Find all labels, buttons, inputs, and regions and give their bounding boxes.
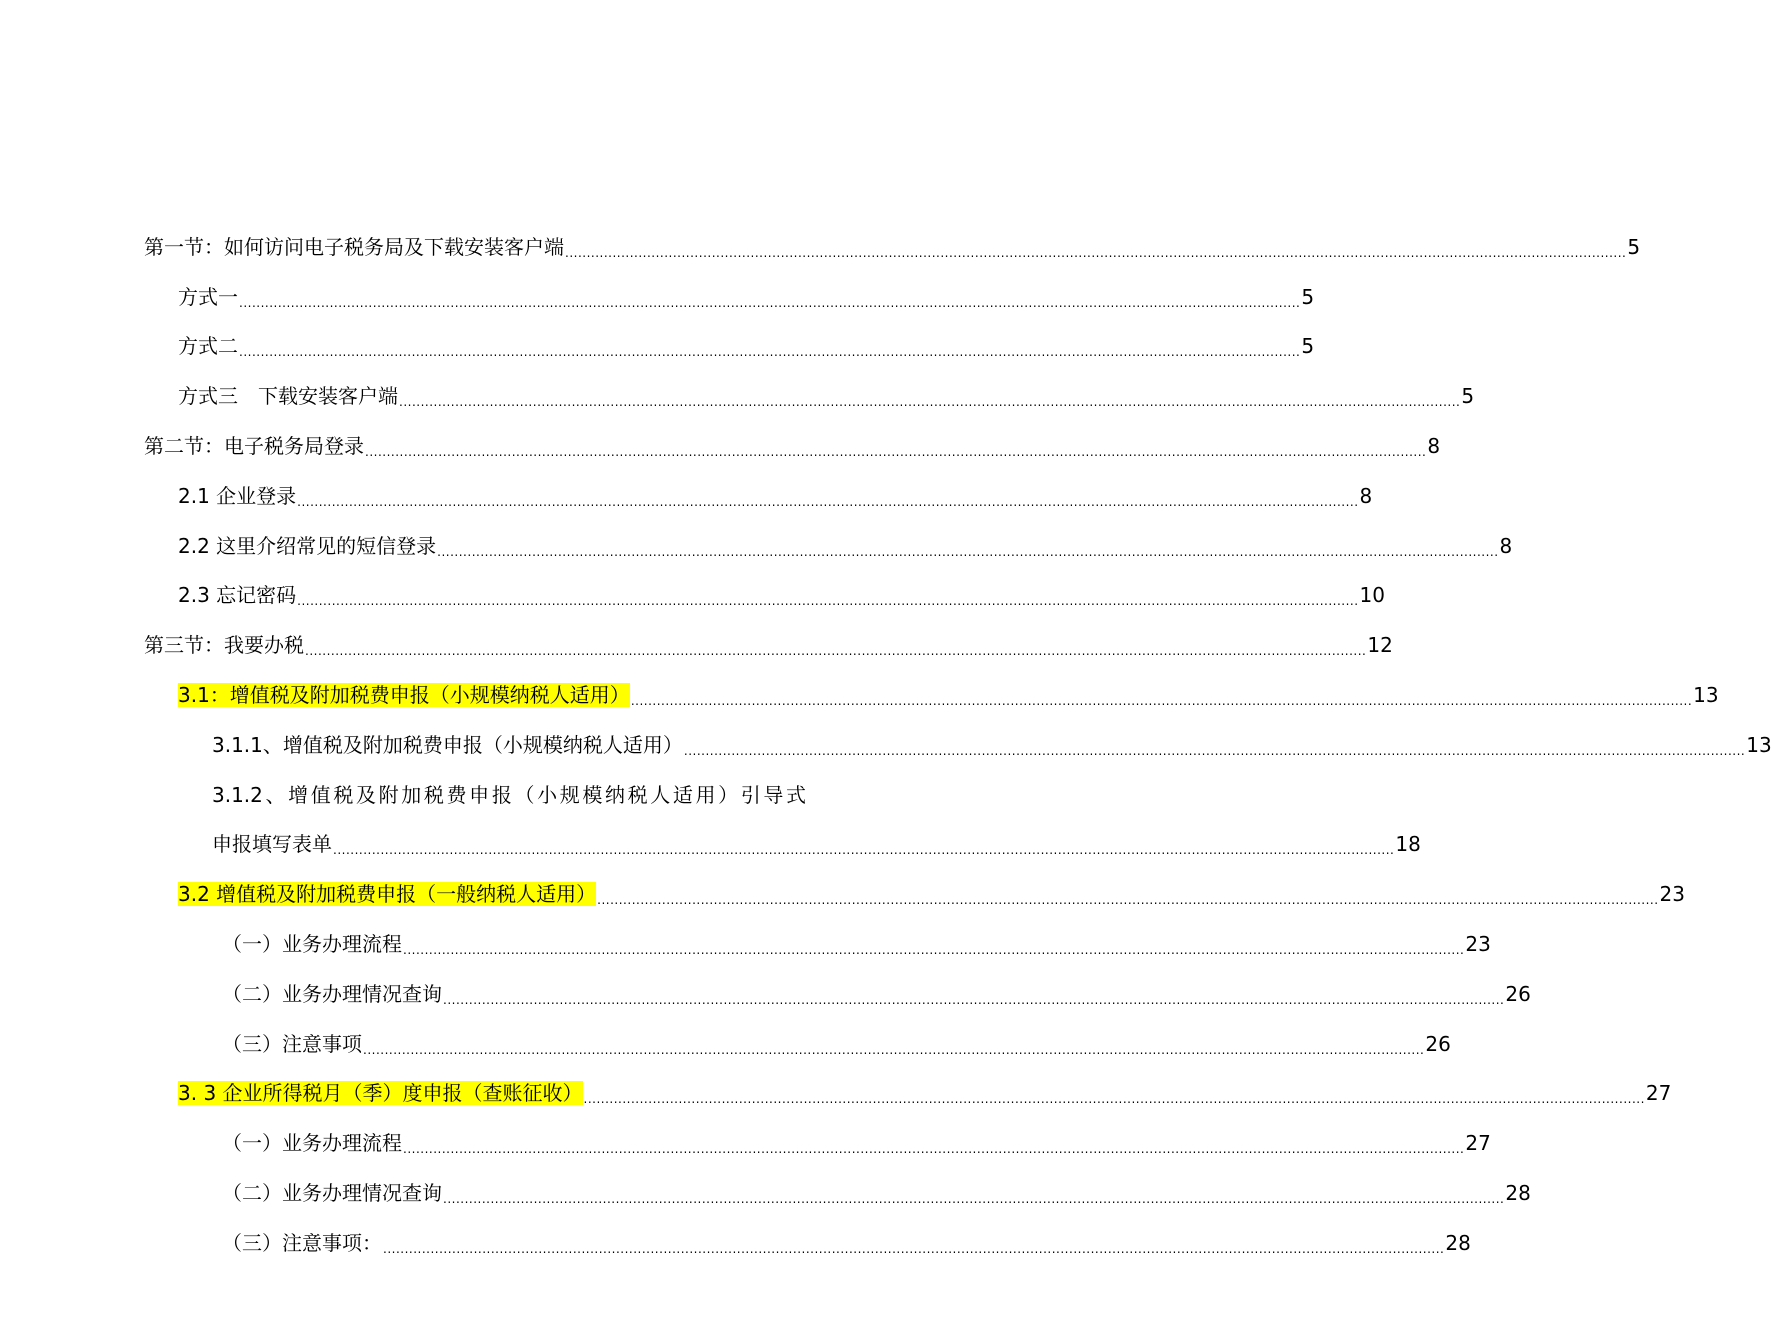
toc-entry-3-3[interactable] — [0, 1069, 1672, 1119]
toc-leader-dots: ...................................................................................................................................................................................................................................................... — [297, 494, 1359, 509]
toc-leader-dots: ...................................................................................................................................................................................................................................................... — [583, 1092, 1645, 1107]
toc-page-number: 12 — [1367, 633, 1393, 658]
toc-page-number: 13 — [1746, 732, 1772, 757]
toc-leader-dots: ...................................................................................................................................................................................................................................................... — [383, 1241, 1445, 1256]
toc-entry-title: （一）业务办理流程 — [222, 932, 402, 957]
toc-page-number: 5 — [1301, 284, 1315, 309]
toc-leader-dots: ...................................................................................................................................................................................................................................................... — [630, 694, 1693, 709]
toc-entry-title: 2.1 企业登录 — [178, 483, 297, 508]
toc-entry-3-1[interactable] — [0, 670, 1719, 720]
toc-entry-3-1-2[interactable] — [0, 770, 950, 820]
toc-entry-section-2[interactable] — [0, 421, 1441, 471]
toc-page-number: 5 — [1627, 234, 1641, 259]
toc-leader-dots: ...................................................................................................................................................................................................................................................... — [333, 843, 1395, 858]
toc-page-number: 28 — [1505, 1181, 1531, 1206]
toc-leader-dots: ...................................................................................................................................................................................................................................................... — [297, 594, 1359, 609]
toc-leader-dots: ...................................................................................................................................................................................................................................................... — [683, 743, 1746, 758]
toc-leader-dots: ...................................................................................................................................................................................................................................................... — [597, 893, 1659, 908]
toc-leader-dots: ...................................................................................................................................................................................................................................................... — [365, 445, 1427, 460]
toc-leader-dots: ...................................................................................................................................................................................................................................................... — [403, 1142, 1465, 1157]
toc-entry-3-3-c[interactable] — [0, 1218, 1471, 1268]
toc-leader-dots: ...................................................................................................................................................................................................................................................... — [403, 943, 1465, 958]
toc-page-number: 18 — [1395, 832, 1421, 857]
toc-entry-3-2[interactable] — [0, 869, 1685, 919]
toc-page-number: 5 — [1461, 384, 1475, 409]
toc-page-number: 8 — [1359, 483, 1373, 508]
toc-entry-title: 第三节：我要办税 — [144, 633, 304, 658]
toc-leader-dots: ...................................................................................................................................................................................................................................................... — [239, 345, 1301, 360]
toc-page-number: 13 — [1693, 683, 1719, 708]
toc-entry-title: 方式三 下载安装客户端 — [178, 384, 398, 409]
toc-entry-3-1-2-continued[interactable] — [0, 820, 1421, 870]
toc-entry-3-1-1[interactable] — [0, 720, 1772, 770]
toc-entry-title: （三）注意事项： — [222, 1230, 382, 1255]
toc-entry-2-1[interactable] — [0, 471, 1373, 521]
toc-entry-title: 第一节：如何访问电子税务局及下载安装客户端 — [144, 234, 564, 259]
toc-page-number: 23 — [1659, 882, 1685, 907]
toc-entry-title: 方式二 — [178, 334, 238, 359]
toc-entry-title: 3.1.2、增值税及附加税费申报（小规模纳税人适用）引导式 — [212, 782, 806, 807]
toc-entry-title: （一）业务办理流程 — [222, 1131, 402, 1156]
toc-page-number: 26 — [1425, 1031, 1451, 1056]
toc-entry-title: （二）业务办理情况查询 — [222, 1181, 442, 1206]
toc-leader-dots: ...................................................................................................................................................................................................................................................... — [363, 1042, 1425, 1057]
toc-leader-dots: ...................................................................................................................................................................................................................................................... — [437, 544, 1499, 559]
table-of-contents — [0, 222, 1772, 1268]
toc-entry-2-2[interactable] — [0, 521, 1513, 571]
toc-entry-method-2[interactable] — [0, 322, 1315, 372]
toc-entry-title: （三）注意事项 — [222, 1031, 362, 1056]
toc-leader-dots: ...................................................................................................................................................................................................................................................... — [399, 395, 1461, 410]
toc-page-number: 23 — [1465, 932, 1491, 957]
toc-page-number: 27 — [1465, 1131, 1491, 1156]
toc-page-number: 27 — [1645, 1081, 1672, 1106]
toc-entry-title: 2.2 这里介绍常见的短信登录 — [178, 533, 437, 558]
toc-entry-title: 申报填写表单 — [212, 832, 332, 857]
toc-entry-title: 方式一 — [178, 284, 238, 309]
toc-leader-dots: ...................................................................................................................................................................................................................................................... — [565, 245, 1627, 260]
toc-leader-dots: ...................................................................................................................................................................................................................................................... — [443, 1192, 1505, 1207]
toc-entry-section-3[interactable] — [0, 620, 1393, 670]
toc-entry-title: 2.3 忘记密码 — [178, 583, 297, 608]
toc-entry-3-2-a[interactable] — [0, 919, 1491, 969]
toc-page-number: 8 — [1499, 533, 1513, 558]
toc-entry-2-3[interactable] — [0, 571, 1385, 621]
toc-page-number: 10 — [1359, 583, 1385, 608]
toc-entry-title: （二）业务办理情况查询 — [222, 981, 442, 1006]
toc-entry-3-3-a[interactable] — [0, 1118, 1491, 1168]
toc-entry-method-1[interactable] — [0, 272, 1315, 322]
toc-leader-dots: ...................................................................................................................................................................................................................................................... — [239, 295, 1301, 310]
toc-page-number: 8 — [1427, 434, 1441, 459]
toc-leader-dots: ...................................................................................................................................................................................................................................................... — [443, 992, 1505, 1007]
toc-entry-title: 第二节：电子税务局登录 — [144, 434, 364, 459]
toc-entry-3-2-c[interactable] — [0, 1019, 1451, 1069]
toc-entry-title: 3.1.1、增值税及附加税费申报（小规模纳税人适用） — [212, 732, 683, 757]
toc-page-number: 28 — [1445, 1230, 1471, 1255]
toc-leader-dots: ...................................................................................................................................................................................................................................................... — [305, 644, 1367, 659]
toc-entry-method-3[interactable] — [0, 371, 1475, 421]
toc-entry-3-2-b[interactable] — [0, 969, 1531, 1019]
toc-entry-title-highlighted: 3.1：增值税及附加税费申报（小规模纳税人适用） — [178, 683, 630, 708]
toc-entry-title-highlighted: 3.2 增值税及附加税费申报（一般纳税人适用） — [178, 882, 597, 907]
toc-entry-title-highlighted: 3. 3 企业所得税月（季）度申报（查账征收） — [178, 1081, 583, 1106]
toc-page-number: 26 — [1505, 981, 1531, 1006]
toc-entry-title-wrap — [178, 683, 630, 708]
toc-entry-title-wrap — [178, 1081, 583, 1106]
toc-entry-title-wrap — [178, 882, 597, 907]
toc-entry-section-1[interactable] — [0, 222, 1641, 272]
toc-entry-3-3-b[interactable] — [0, 1168, 1531, 1218]
toc-page-number: 5 — [1301, 334, 1315, 359]
